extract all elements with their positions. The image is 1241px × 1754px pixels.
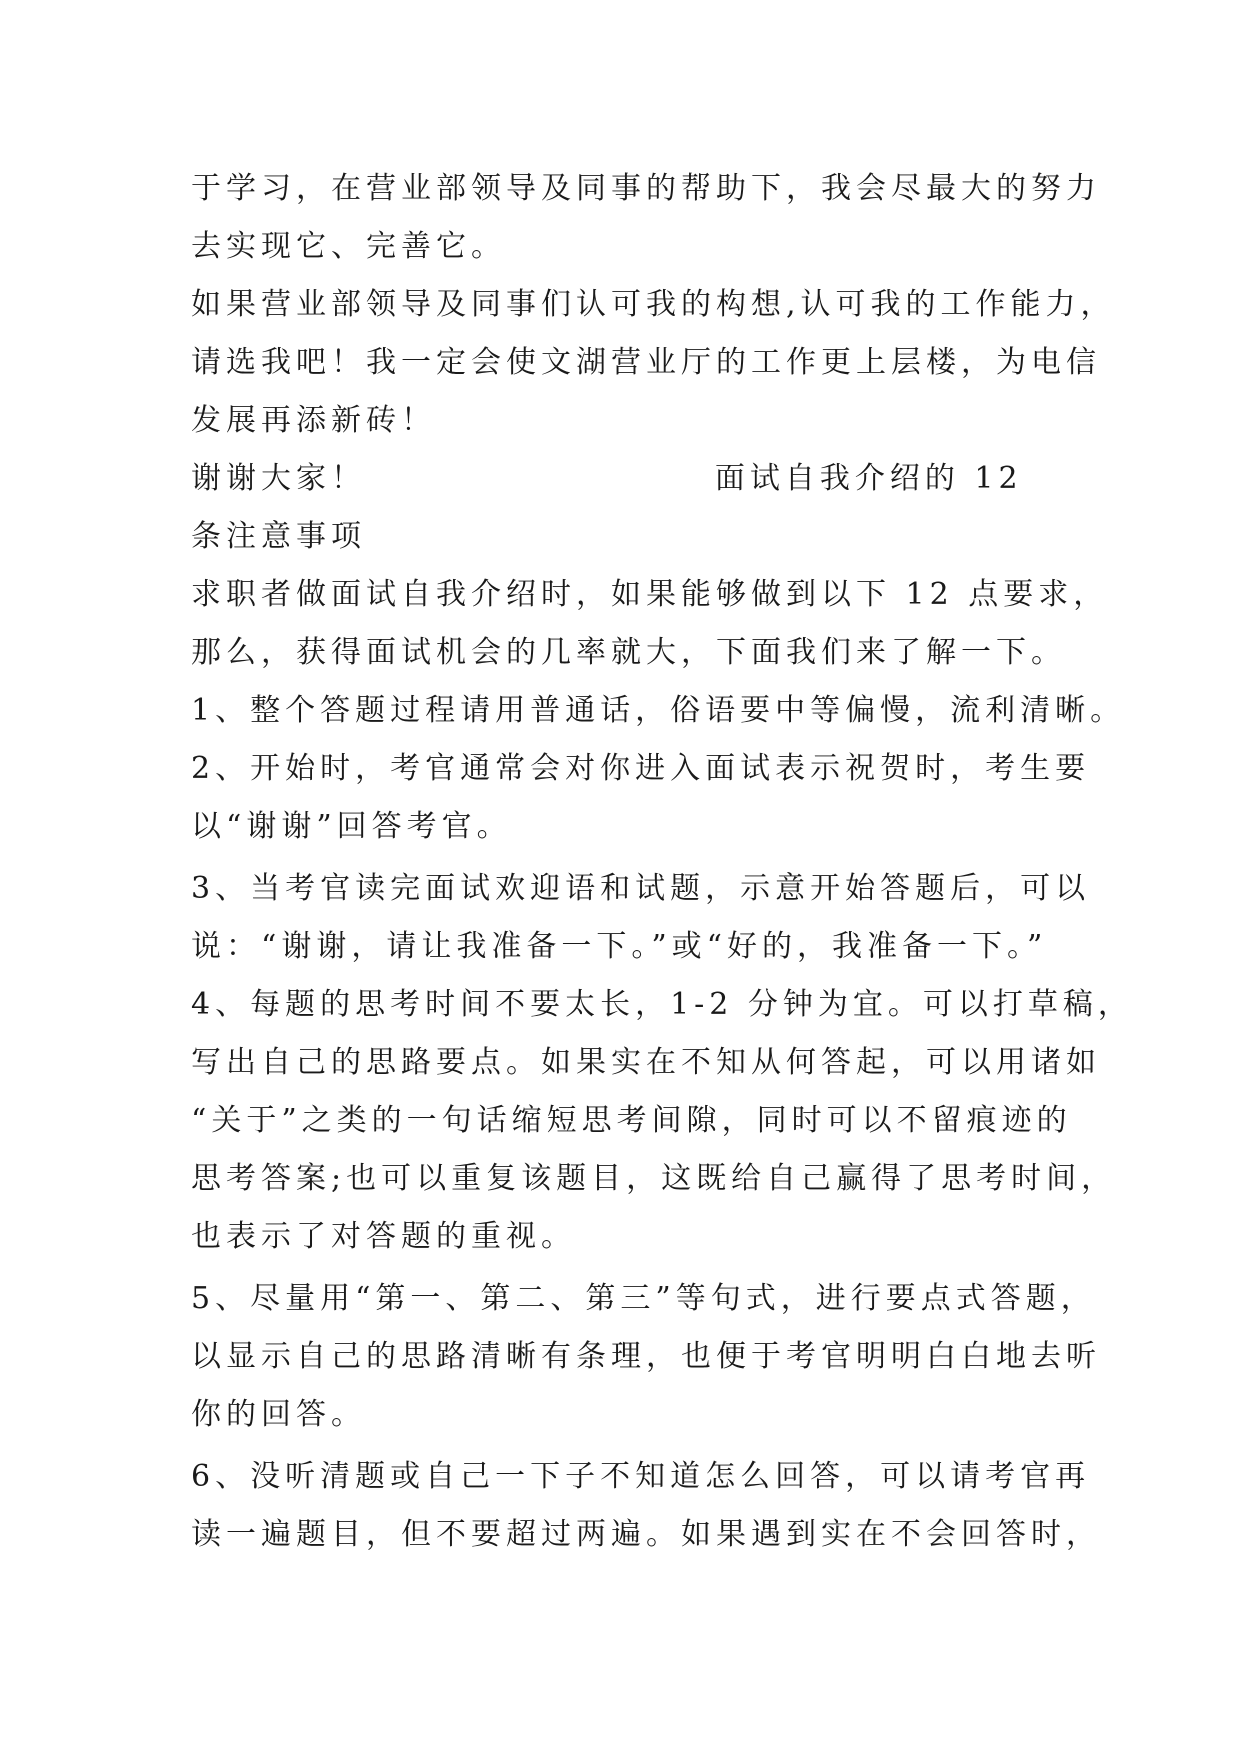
- text-line: 说：“谢谢，请让我准备一下。”或“好的，我准备一下。”: [191, 929, 1048, 964]
- text-line: 4、每题的思考时间不要太长，1-2 分钟为宜。可以打草稿，: [191, 987, 1133, 1022]
- text-line: 1、整个答题过程请用普通话，俗语要中等偏慢，流利清晰。: [191, 693, 1126, 728]
- body-text: [191, 160, 1133, 1564]
- text-line: 写出自己的思路要点。如果实在不知从何答起，可以用诸如: [191, 1045, 1101, 1080]
- text-line: “关于”之类的一句话缩短思考间隙，同时可以不留痕迹的: [191, 1103, 1072, 1138]
- text-line: 6、没听清题或自己一下子不知道怎么回答，可以请考官再: [191, 1459, 1091, 1494]
- text-line: 如果营业部领导及同事们认可我的构想,认可我的工作能力，: [191, 287, 1116, 322]
- text-line: 谢谢大家！ 面试自我介绍的 12: [191, 461, 1023, 496]
- text-line: 也表示了对答题的重视。: [191, 1219, 576, 1254]
- text-line: 求职者做面试自我介绍时，如果能够做到以下 12 点要求，: [191, 577, 1109, 612]
- text-line: 5、尽量用“第一、第二、第三”等句式，进行要点式答题，: [191, 1281, 1096, 1316]
- text-line: 3、当考官读完面试欢迎语和试题，示意开始答题后，可以: [191, 871, 1091, 906]
- text-line: 那么，获得面试机会的几率就大，下面我们来了解一下。: [191, 635, 1066, 670]
- text-line: 2、开始时，考官通常会对你进入面试表示祝贺时，考生要: [191, 751, 1091, 786]
- text-line: 条注意事项: [191, 519, 366, 554]
- text-line: 以“谢谢”回答考官。: [191, 809, 512, 844]
- text-line: 你的回答。: [191, 1397, 366, 1432]
- text-line: 读一遍题目，但不要超过两遍。如果遇到实在不会回答时，: [191, 1517, 1101, 1552]
- text-line: 请选我吧！我一定会使文湖营业厅的工作更上层楼，为电信: [191, 345, 1101, 380]
- text-line: 于学习，在营业部领导及同事的帮助下，我会尽最大的努力: [191, 171, 1101, 206]
- text-line: 思考答案;也可以重复该题目，这既给自己赢得了思考时间，: [191, 1161, 1117, 1196]
- text-line: 以显示自己的思路清晰有条理，也便于考官明明白白地去听: [191, 1339, 1101, 1374]
- text-line: 去实现它、完善它。: [191, 229, 506, 264]
- text-line: 发展再添新砖！: [191, 403, 436, 438]
